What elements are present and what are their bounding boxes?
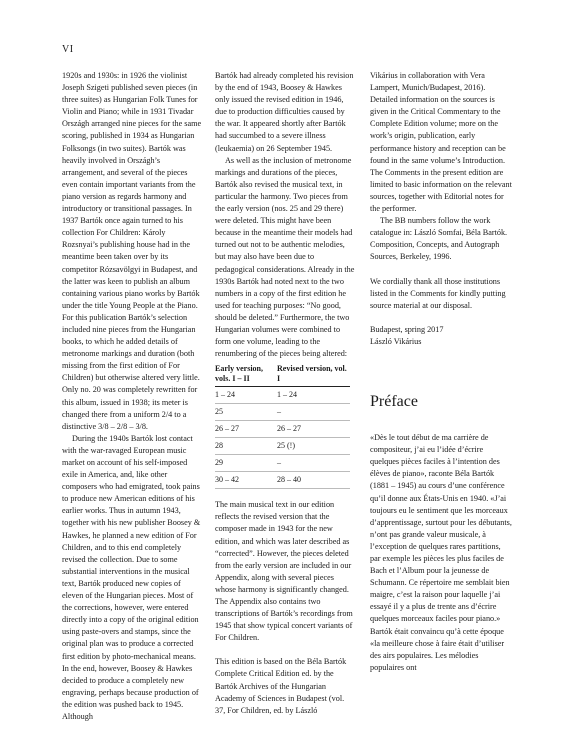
section-title: Préface <box>370 392 418 410</box>
paragraph: Vikárius in collaboration with Vera Lampert, Munich/Budapest, 2016). Detailed information on the sources is given in the Critical Commentary to the Complete Edition volume; more on the work’s origin, publication, early performance history and reception can be found in the same volume’s Introduction. The Comments in the present edition are limited to basic information on the relevant sources, together with Editorial notes for the performer. <box>370 71 512 214</box>
table-cell: 29 <box>215 455 277 472</box>
paragraph: As well as the inclusion of metronome markings and durations of the pieces, Bartók also revised the musical text, in particular the harmony. Two pieces from the early version (nos. 25 and 29 there) were deleted. This might have been because in the meantime their models had turned out not to be authentic melodies, but may also have been due to pedagogical considerations. Already in the 1930s Bartók had noted next to the two numbers in a copy of the first edition he used for teaching purposes: “No good, should be deleted.” Furthermore, the two Hungarian volumes were combined to form one volume, leading to the renumbering of the pieces being altered: <box>215 155 355 359</box>
table-row <box>215 421 350 438</box>
table-cell: 28 – 40 <box>277 472 350 489</box>
table-row <box>215 387 350 404</box>
table-cell: 1 – 24 <box>277 387 350 404</box>
page-number: VI <box>62 44 74 55</box>
paragraph: We cordially thank all those institutions listed in the Comments for kindly putting source material at our disposal. <box>370 276 506 310</box>
paragraph: The BB numbers follow the work catalogue in: László Somfai, Béla Bartók. Composition, Concepts, and Autograph Sources, Berkeley, 1996. <box>370 216 508 262</box>
column-3 <box>370 70 512 674</box>
paragraph: This edition is based on the Béla Bartók Complete Critical Edition ed. by the Bartók Archives of the Hungarian Academy of Sciences in Budapest (vol. 37, For Children, ed. by László <box>215 657 347 715</box>
table-row <box>215 455 350 472</box>
table-row <box>215 438 350 455</box>
table-cell: 1 – 24 <box>215 387 277 404</box>
renumbering-table <box>215 364 350 489</box>
column-2 <box>215 70 355 717</box>
table-row <box>215 404 350 421</box>
signature-name: László Vikárius <box>370 336 422 346</box>
paragraph: Bartók had already completed his revision by the end of 1943, Boosey & Hawkes only issued the revised edition in 1946, due to production difficulties caused by the war. It appeared shortly after Bartók had succumbed to a severe illness (leukaemia) on 26 September 1945. <box>215 71 354 153</box>
paragraph: During the 1940s Bartók lost contact with the war-ravaged European music market on account of his self-imposed exile in America, and, like other composers who had emigrated, took pains to produce new American editions of his earlier works. Thus in autumn 1943, together with his new publisher Boosey & Hawkes, he planned a new edition of For Children, and to this end completely revised the collection. Due to some substantial interventions in the musical text, Bartók produced new copies of eleven of the Hungarian pieces. Most of the corrections, however, were entered directly into a copy of the original edition using paste-overs and stamps, since the original plan was to produce a corrected first edition by photo-mechanical means. In the end, however, Boosey & Hawkes decided to produce a completely new engraving, perhaps because production of the edition was pushed back to 1945. Although <box>62 433 201 721</box>
table-cell: – <box>277 404 350 421</box>
table-cell: 30 – 42 <box>215 472 277 489</box>
table-cell: 28 <box>215 438 277 455</box>
table-header-early: Early version, vols. I – II <box>215 364 277 387</box>
signature-place-date: Budapest, spring 2017 <box>370 324 444 334</box>
paragraph: 1920s and 1930s: in 1926 the violinist Joseph Szigeti published seven pieces (in three suites) as Hungarian Folk Tunes for Violin and Piano; while in 1931 Tivadar Országh arranged nine pieces for the same scoring, published in 1934 as Hungarian Folksongs (in two suites). Bartók was heavily involved in Országh’s arrangement, and several of the pieces even contain important variants from the piano version as regards harmony and introductory or transitional passages. In 1937 Bartók once again turned to his collection For Children: Károly Rozsnyai’s publishing house had in the meantime been taken over by its competitor Rózsavölgyi in Budapest, and the latter was keen to publish an album containing various piano works by Bartók under the title Young People at the Piano. For this publication Bartók’s selection included nine pieces from the Hungarian books, to which he added details of metronome markings and duration (both missing from the first edition of For Children) but otherwise altered very little. Only no. 20 was completely rewritten for this album, issued in 1938; its meter is changed there from a uniform 2/4 to a distinctive 3/8 – 2/8 – 3/8. <box>62 71 202 431</box>
table-cell: 25 <box>215 404 277 421</box>
table-header-revised: Revised version, vol. I <box>277 364 350 387</box>
table-cell: 26 – 27 <box>277 421 350 438</box>
column-1 <box>62 70 202 723</box>
table-row <box>215 472 350 489</box>
paragraph: «Dès le tout début de ma carrière de compositeur, j’ai eu l’idée d’écrire quelques pièces faciles à l’intention des élèves de piano», raconte Béla Bartók (1881 – 1945) au cours d’une conférence qu’il donne aux États-Unis en 1940. «J’ai toujours eu le sentiment que les morceaux d’apprentissage, surtout pour les débutants, n’ont pas grande valeur musicale, à l’exception de quelques rares partitions, par exemple les pièces les plus faciles de Bach et l’Album pour la jeunesse de Schumann. Ce répertoire me semblait bien maigre, c’est la raison pour laquelle j’ai essayé il y a plus de trente ans d’écrire quelques morceaux faciles pour piano.» Bartók était convaincu qu’à cette époque «la meilleure chose à faire était d’utiliser des airs populaires. Les mélodies populaires ont <box>370 433 512 672</box>
table-cell: 26 – 27 <box>215 421 277 438</box>
table-cell: 25 (!) <box>277 438 350 455</box>
table-cell: – <box>277 455 350 472</box>
paragraph: The main musical text in our edition reflects the revised version that the composer made in 1943 for the new edition, and which was later described as “corrected”. However, the pieces deleted from the early version are included in our Appendix, along with several pieces whose harmony is significantly changed. The Appendix also contains two transcriptions of Bartók’s recordings from 1945 that show typical concert variants of For Children. <box>215 500 353 643</box>
